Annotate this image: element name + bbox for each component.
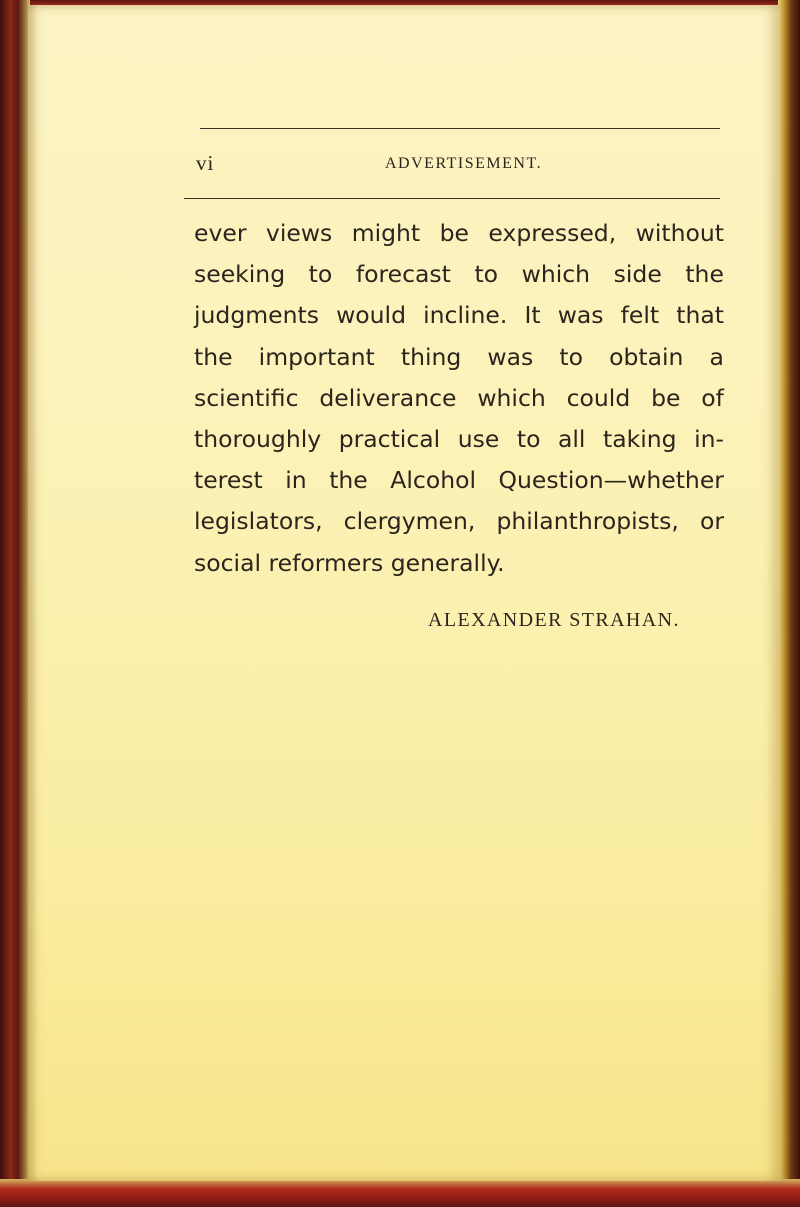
word: was	[487, 342, 534, 371]
word: generally.	[390, 548, 505, 577]
page-gutter-shadow	[28, 5, 38, 1181]
word: in	[285, 466, 307, 495]
body-paragraph	[194, 213, 724, 584]
word: to	[474, 260, 499, 289]
word: be	[439, 219, 469, 247]
word: important	[258, 342, 375, 371]
running-head	[193, 151, 733, 177]
word: to	[516, 424, 541, 453]
text-line	[194, 213, 724, 254]
word: deliverance	[319, 383, 457, 412]
word: of	[701, 383, 724, 412]
running-title: ADVERTISEMENT.	[385, 155, 543, 172]
word: felt	[620, 301, 660, 330]
word: philanthropists,	[496, 507, 679, 536]
word: seeking	[194, 260, 286, 289]
text-line	[194, 501, 724, 542]
word: thoroughly	[194, 424, 322, 453]
word: could	[566, 383, 631, 412]
word: expressed,	[488, 219, 617, 247]
binding-left-edge	[0, 0, 30, 1207]
binding-right-edge	[778, 0, 800, 1207]
word: was	[557, 301, 604, 330]
text-line	[194, 460, 724, 501]
text-line	[194, 254, 724, 295]
word: to	[559, 342, 583, 371]
word: obtain	[609, 342, 684, 371]
word: that	[676, 301, 724, 330]
word: to	[308, 260, 333, 289]
word: Question—whether	[498, 466, 724, 495]
word: reformers	[268, 548, 384, 577]
word: scientific	[194, 383, 299, 412]
word: the	[194, 342, 233, 371]
header-rule-bottom	[184, 198, 720, 199]
word: or	[699, 507, 724, 536]
text-line	[194, 378, 724, 419]
binding-bottom-edge	[0, 1179, 800, 1207]
text-line	[194, 543, 724, 584]
header-rule-top	[200, 128, 720, 129]
word: incline.	[423, 301, 508, 330]
word: all	[557, 424, 586, 453]
word: be	[651, 383, 681, 412]
word: ever	[194, 219, 247, 247]
word: side	[613, 260, 662, 289]
page-number: vi	[196, 151, 215, 175]
text-line	[194, 337, 724, 378]
signature: ALEXANDER STRAHAN.	[428, 609, 680, 631]
word: clergymen,	[343, 507, 476, 536]
word: practical	[338, 424, 441, 453]
word: social	[194, 548, 262, 577]
word: which	[477, 383, 546, 412]
word: thing	[400, 342, 462, 371]
word: judgments	[194, 301, 319, 330]
word: It	[524, 301, 541, 330]
word: terest	[194, 466, 263, 495]
word: the	[685, 260, 724, 289]
word: forecast	[355, 260, 451, 289]
word: might	[351, 219, 421, 247]
page	[28, 5, 780, 1181]
word: without	[635, 219, 724, 247]
word: would	[336, 301, 407, 330]
text-line	[194, 295, 724, 336]
word: the	[329, 466, 368, 495]
word: a	[709, 342, 724, 371]
word: in-	[694, 424, 724, 453]
word: views	[265, 219, 333, 247]
word: use	[457, 424, 500, 453]
text-line	[194, 419, 724, 460]
word: Alcohol	[390, 466, 477, 495]
word: legislators,	[194, 507, 323, 536]
word: taking	[602, 424, 677, 453]
word: which	[521, 260, 591, 289]
